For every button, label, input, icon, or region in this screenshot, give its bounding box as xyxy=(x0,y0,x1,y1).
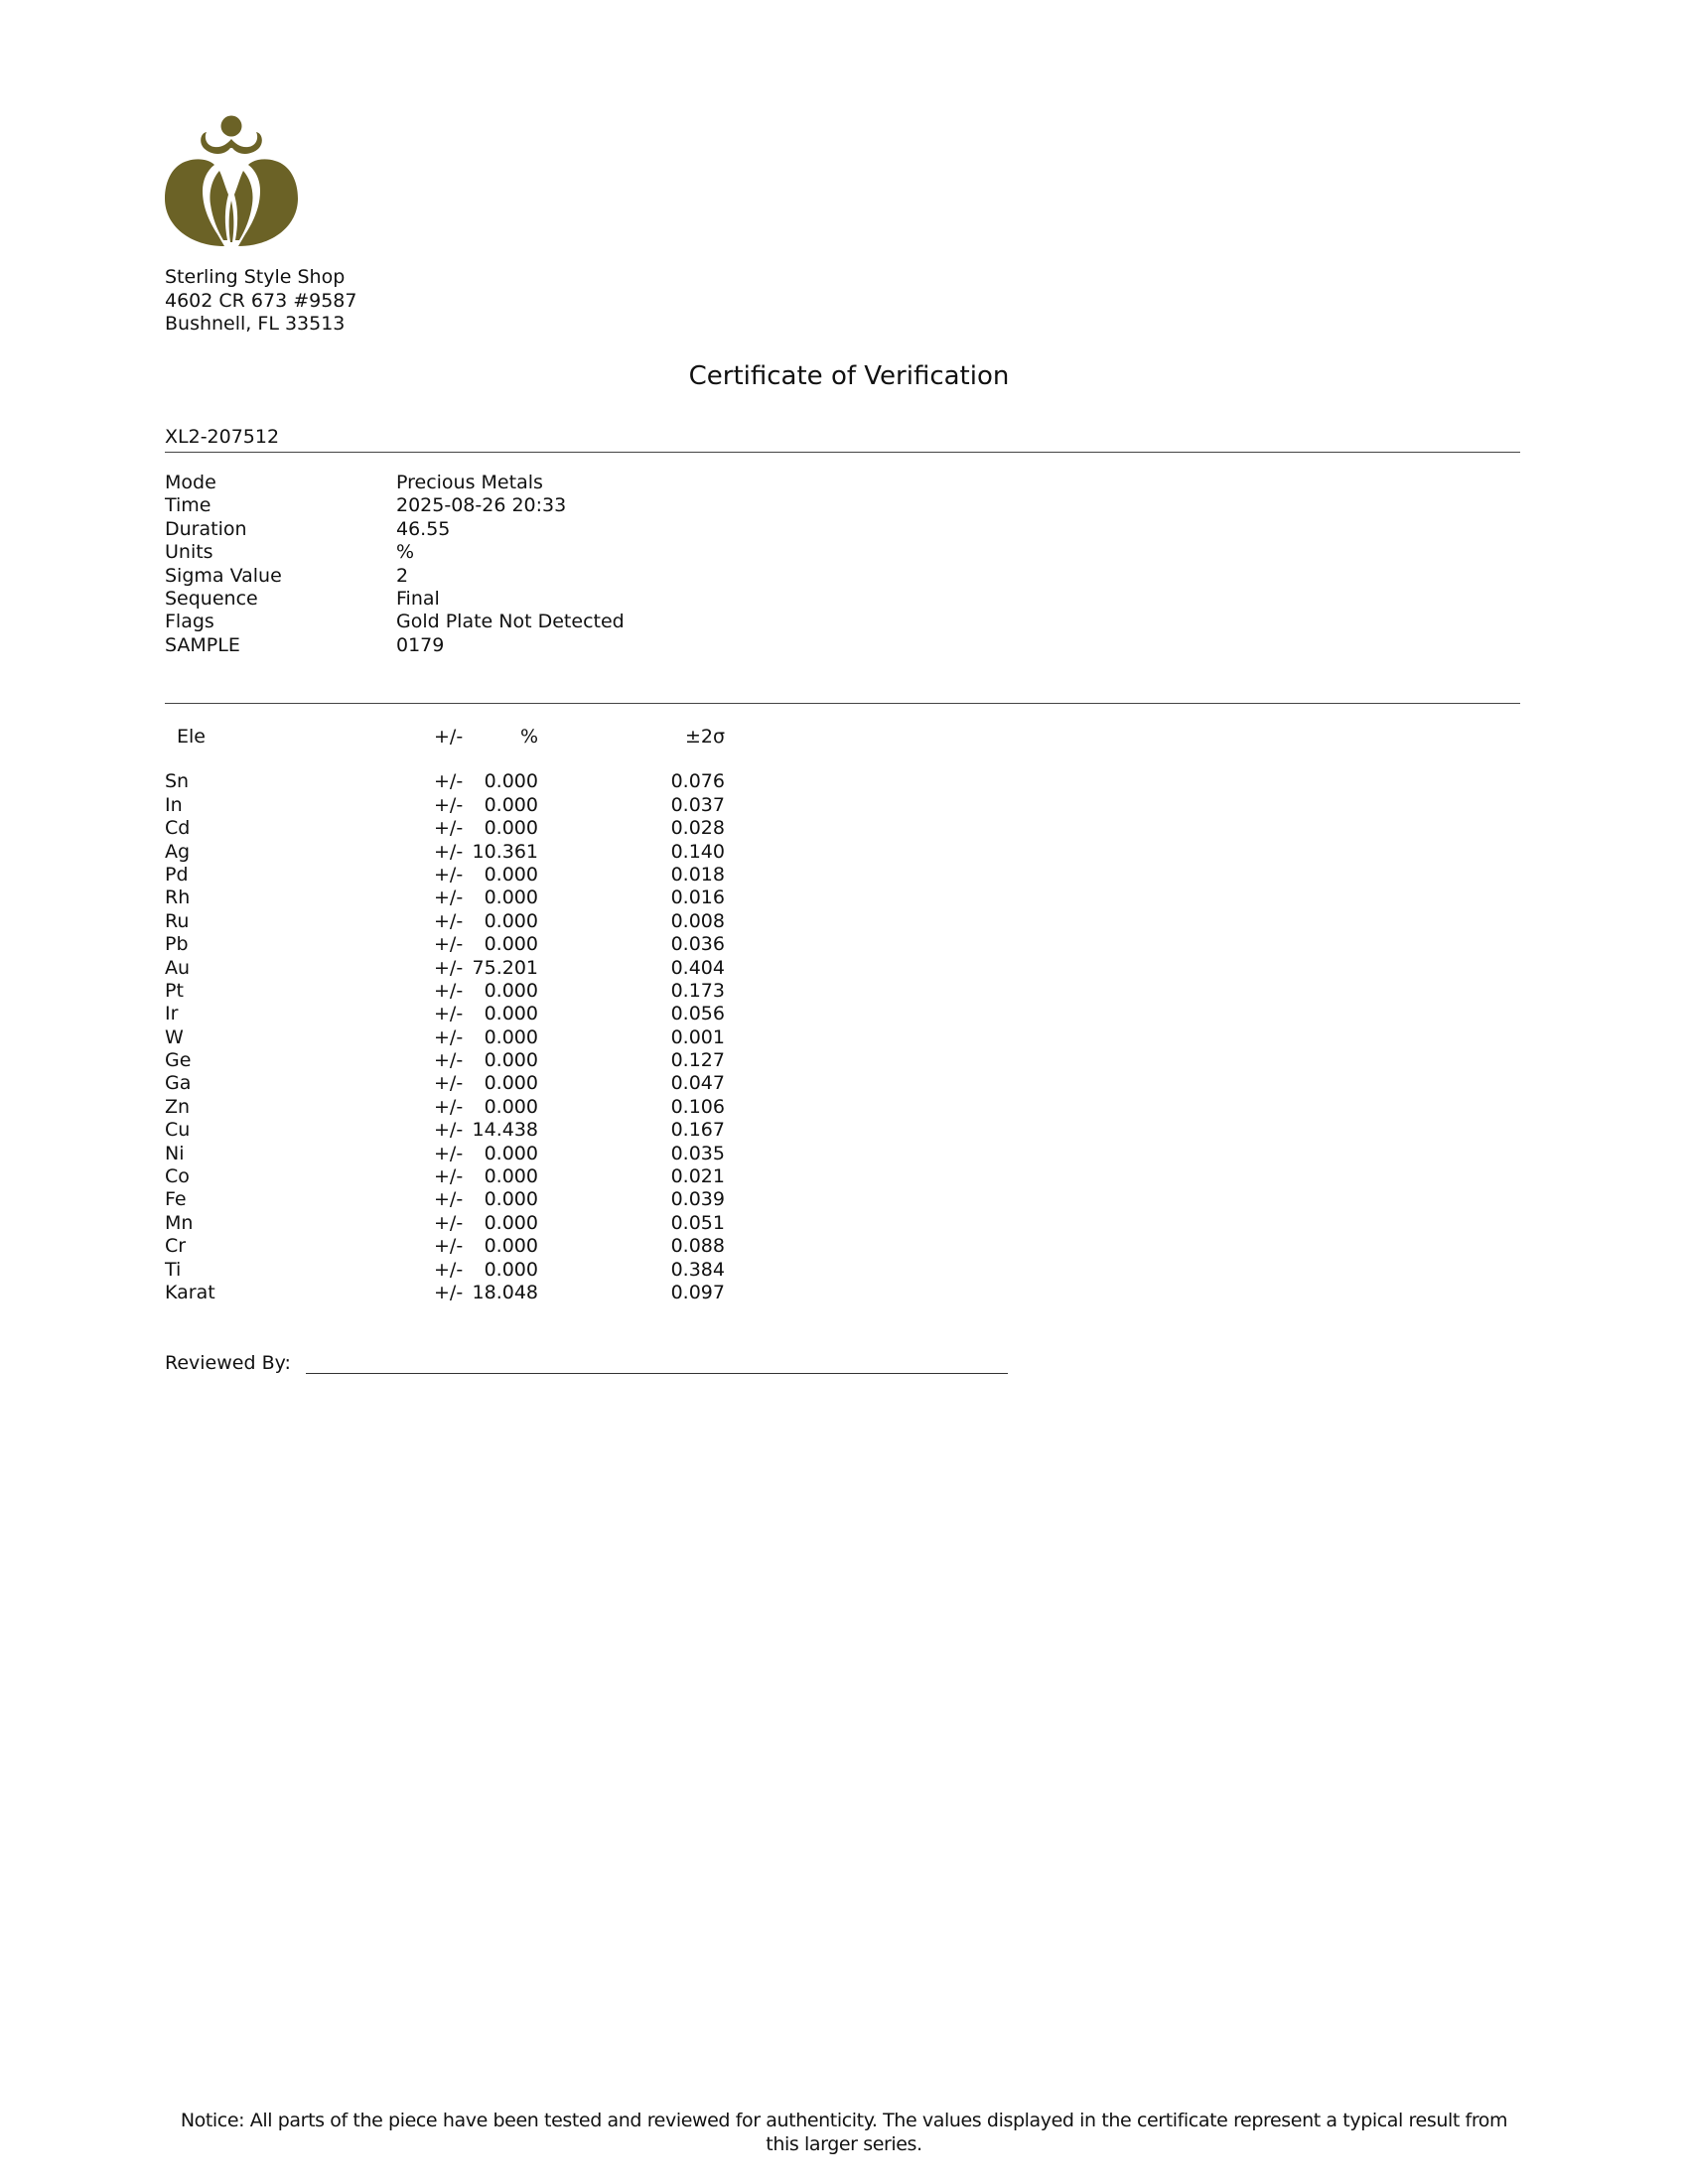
meta-key: Time xyxy=(165,494,211,517)
meta-value: Final xyxy=(396,587,440,610)
header-divider xyxy=(165,452,1520,453)
table-row xyxy=(165,909,725,933)
percent-cell: 75.201 xyxy=(472,956,538,979)
element-cell: Sn xyxy=(165,770,190,793)
percent-cell: 18.048 xyxy=(472,1281,538,1303)
plus-minus-cell: +/- xyxy=(434,887,464,909)
plus-minus-cell: +/- xyxy=(434,1165,464,1188)
element-cell: Mn xyxy=(165,1211,194,1234)
element-cell: Ge xyxy=(165,1049,192,1072)
header-sigma: ±2σ xyxy=(684,726,725,748)
certificate-id: XL2-207512 xyxy=(165,426,280,448)
table-row xyxy=(165,933,725,956)
percent-cell: 0.000 xyxy=(484,1235,538,1258)
percent-cell: 0.000 xyxy=(484,979,538,1002)
percent-cell: 0.000 xyxy=(484,793,538,816)
results-body xyxy=(165,770,725,1304)
table-row xyxy=(165,1211,725,1235)
element-cell: Cu xyxy=(165,1119,191,1142)
sigma-cell: 0.404 xyxy=(670,956,725,979)
percent-cell: 14.438 xyxy=(472,1119,538,1142)
element-cell: Ti xyxy=(165,1258,182,1281)
table-row xyxy=(165,1235,725,1258)
sigma-cell: 0.037 xyxy=(670,793,725,816)
header-plus-minus: +/- xyxy=(434,726,464,748)
table-row xyxy=(165,1165,725,1188)
plus-minus-cell: +/- xyxy=(434,1003,464,1025)
percent-cell: 0.000 xyxy=(484,933,538,956)
meta-divider xyxy=(165,703,1520,704)
table-row xyxy=(165,1188,725,1211)
plus-minus-cell: +/- xyxy=(434,1049,464,1072)
results-header-row xyxy=(165,726,725,749)
meta-key: Sigma Value xyxy=(165,564,282,587)
sigma-cell: 0.018 xyxy=(670,863,725,886)
plus-minus-cell: +/- xyxy=(434,770,464,793)
sigma-cell: 0.051 xyxy=(670,1211,725,1234)
shop-address-block xyxy=(165,266,356,337)
meta-key: SAMPLE xyxy=(165,633,240,656)
certificate-title: Certificate of Verification xyxy=(688,361,1010,391)
percent-cell: 0.000 xyxy=(484,1025,538,1048)
plus-minus-cell: +/- xyxy=(434,1235,464,1258)
element-cell: Ga xyxy=(165,1072,192,1095)
sigma-cell: 0.056 xyxy=(670,1003,725,1025)
table-row xyxy=(165,956,725,980)
percent-cell: 0.000 xyxy=(484,1211,538,1234)
plus-minus-cell: +/- xyxy=(434,840,464,863)
percent-cell: 0.000 xyxy=(484,1095,538,1118)
sigma-cell: 0.028 xyxy=(670,817,725,840)
element-cell: Ni xyxy=(165,1142,185,1164)
percent-cell: 0.000 xyxy=(484,863,538,886)
element-cell: Pb xyxy=(165,933,189,956)
plus-minus-cell: +/- xyxy=(434,979,464,1002)
sigma-cell: 0.047 xyxy=(670,1072,725,1095)
element-cell: Co xyxy=(165,1165,190,1188)
sigma-cell: 0.035 xyxy=(670,1142,725,1164)
results-table xyxy=(165,726,725,1304)
plus-minus-cell: +/- xyxy=(434,863,464,886)
table-row xyxy=(165,793,725,817)
percent-cell: 0.000 xyxy=(484,909,538,932)
meta-value: 46.55 xyxy=(396,517,451,540)
sigma-cell: 0.088 xyxy=(670,1235,725,1258)
sigma-cell: 0.140 xyxy=(670,840,725,863)
table-row xyxy=(165,1258,725,1282)
element-cell: Ru xyxy=(165,909,190,932)
table-row xyxy=(165,1072,725,1095)
shop-address-line-1: 4602 CR 673 #9587 xyxy=(165,289,357,312)
table-row xyxy=(165,1025,725,1049)
plus-minus-cell: +/- xyxy=(434,1142,464,1164)
lotus-logo-icon xyxy=(163,115,300,248)
percent-cell: 0.000 xyxy=(484,1165,538,1188)
element-cell: Au xyxy=(165,956,191,979)
sigma-cell: 0.016 xyxy=(670,887,725,909)
table-row xyxy=(165,863,725,887)
sigma-cell: 0.173 xyxy=(670,979,725,1002)
meta-key: Mode xyxy=(165,472,216,493)
sigma-cell: 0.008 xyxy=(670,909,725,932)
table-row xyxy=(165,1049,725,1072)
shop-name: Sterling Style Shop xyxy=(165,266,346,288)
element-cell: In xyxy=(165,793,183,816)
plus-minus-cell: +/- xyxy=(434,1072,464,1095)
element-cell: Fe xyxy=(165,1188,187,1211)
table-row xyxy=(165,1003,725,1025)
percent-cell: 0.000 xyxy=(484,1258,538,1281)
header-element: Ele xyxy=(177,726,206,748)
table-row xyxy=(165,1142,725,1165)
table-row xyxy=(165,1119,725,1142)
table-row xyxy=(165,817,725,840)
plus-minus-cell: +/- xyxy=(434,1188,464,1211)
plus-minus-cell: +/- xyxy=(434,793,464,816)
element-cell: W xyxy=(165,1025,184,1048)
plus-minus-cell: +/- xyxy=(434,1119,464,1142)
percent-cell: 0.000 xyxy=(484,1072,538,1095)
plus-minus-cell: +/- xyxy=(434,909,464,932)
element-cell: Pd xyxy=(165,863,189,886)
element-cell: Karat xyxy=(165,1281,215,1303)
element-cell: Ir xyxy=(165,1003,179,1025)
element-cell: Cr xyxy=(165,1235,187,1258)
meta-value: 0179 xyxy=(396,633,445,656)
sigma-cell: 0.127 xyxy=(670,1049,725,1072)
sigma-cell: 0.001 xyxy=(670,1025,725,1048)
table-row xyxy=(165,887,725,909)
meta-value: Gold Plate Not Detected xyxy=(396,611,625,633)
sigma-cell: 0.384 xyxy=(670,1258,725,1281)
sigma-cell: 0.076 xyxy=(670,770,725,793)
plus-minus-cell: +/- xyxy=(434,1211,464,1234)
sigma-cell: 0.106 xyxy=(670,1095,725,1118)
percent-cell: 0.000 xyxy=(484,1049,538,1072)
meta-value: % xyxy=(396,541,415,564)
element-cell: Pt xyxy=(165,979,184,1002)
percent-cell: 0.000 xyxy=(484,1003,538,1025)
sigma-cell: 0.021 xyxy=(670,1165,725,1188)
table-row xyxy=(165,979,725,1003)
header-percent: % xyxy=(519,726,538,748)
sigma-cell: 0.039 xyxy=(670,1188,725,1211)
meta-value: 2025-08-26 20:33 xyxy=(396,494,567,517)
plus-minus-cell: +/- xyxy=(434,933,464,956)
percent-cell: 0.000 xyxy=(484,887,538,909)
meta-key: Units xyxy=(165,541,213,564)
sigma-cell: 0.097 xyxy=(670,1281,725,1303)
table-row xyxy=(165,1281,725,1304)
reviewed-by-label: Reviewed By: xyxy=(165,1352,291,1374)
shop-address-line-2: Bushnell, FL 33513 xyxy=(165,313,346,335)
table-row xyxy=(165,1095,725,1119)
sigma-cell: 0.167 xyxy=(670,1119,725,1142)
percent-cell: 0.000 xyxy=(484,1188,538,1211)
plus-minus-cell: +/- xyxy=(434,1095,464,1118)
plus-minus-cell: +/- xyxy=(434,817,464,840)
plus-minus-cell: +/- xyxy=(434,956,464,979)
plus-minus-cell: +/- xyxy=(434,1258,464,1281)
percent-cell: 10.361 xyxy=(472,840,538,863)
element-cell: Rh xyxy=(165,887,191,909)
plus-minus-cell: +/- xyxy=(434,1025,464,1048)
plus-minus-cell: +/- xyxy=(434,1281,464,1303)
table-row xyxy=(165,770,725,793)
percent-cell: 0.000 xyxy=(484,1142,538,1164)
percent-cell: 0.000 xyxy=(484,817,538,840)
meta-key: Duration xyxy=(165,517,247,540)
element-cell: Cd xyxy=(165,817,191,840)
element-cell: Zn xyxy=(165,1095,191,1118)
meta-value: Precious Metals xyxy=(396,472,543,493)
meta-key: Flags xyxy=(165,611,214,633)
percent-cell: 0.000 xyxy=(484,770,538,793)
footer-notice: Notice: All parts of the piece have been tested and reviewed for authenticity. The values displayed in the certificate represent a typical result from this larger series. xyxy=(180,2110,1508,2155)
meta-value: 2 xyxy=(396,564,409,587)
meta-key: Sequence xyxy=(165,587,258,610)
element-cell: Ag xyxy=(165,840,191,863)
signature-line xyxy=(306,1373,1008,1374)
sigma-cell: 0.036 xyxy=(670,933,725,956)
table-row xyxy=(165,840,725,864)
